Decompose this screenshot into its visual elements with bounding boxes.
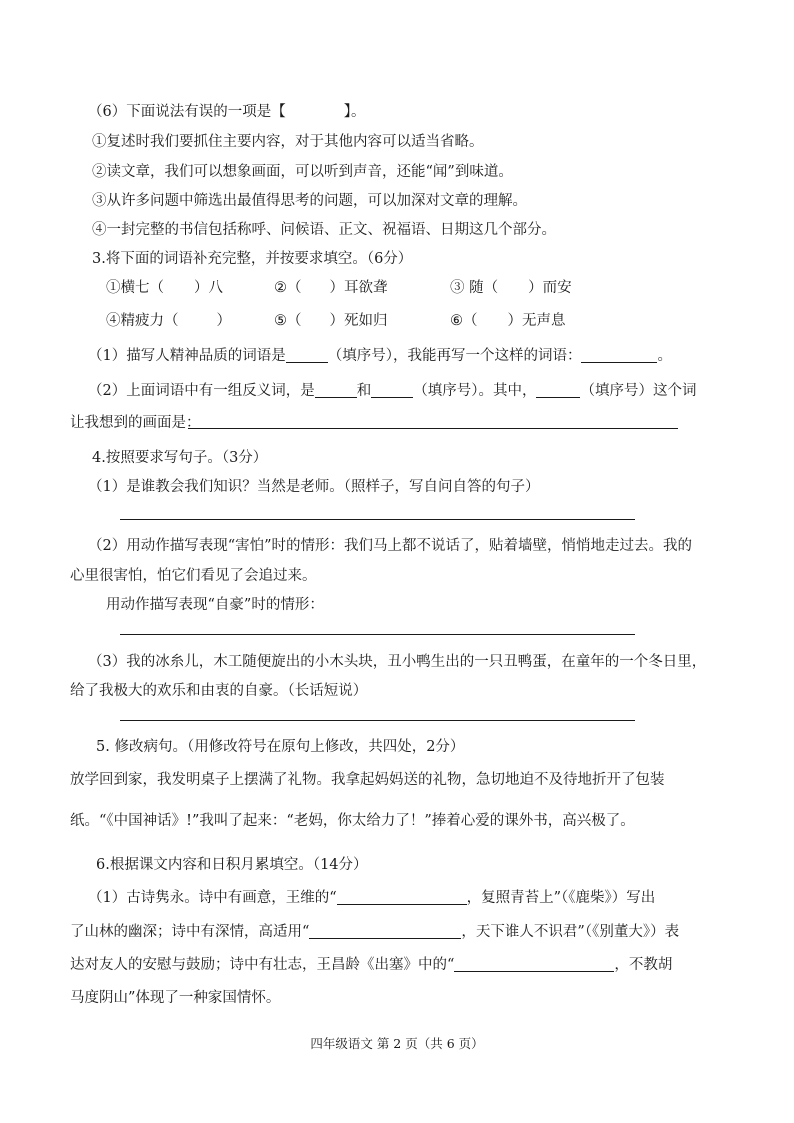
q6-prompt: （6）下面说法有误的一项是【 】。 (88, 104, 366, 120)
section-4-sub-2-line-1: （2）用动作描写表现“害怕”时的情形：我们马上都不说话了，贴着墙壁，悄悄地走过去。我的 (88, 538, 693, 554)
answer-line[interactable] (120, 720, 635, 721)
word-4: ④精疲力（ ） (106, 313, 231, 329)
section-4-sub-1: （1）是谁教会我们知识？当然是老师。（照样子，写自问自答的句子） (88, 479, 540, 495)
blank-field[interactable] (581, 362, 657, 363)
answer-line[interactable] (120, 519, 635, 520)
q6-option-3: ③从许多问题中筛选出最值得思考的问题，可以加深对文章的理解。 (92, 193, 527, 209)
section-4-sub-3-line-1: （3）我的冰糸儿，木工随便旋出的小木头块，丑小鸭生出的一只丑鸭蛋，在童年的一个冬日里， (88, 654, 707, 670)
section-3-sub-2: （2）上面词语中有一组反义词，是 和 （填序号）。其中， （填序号）这个词 (88, 383, 697, 399)
section-5-text-line-2: 纸。“《中国神话》!”我叫了起来：“老妈，你太给力了！”捧着心爱的课外书，高兴极了。 (70, 813, 635, 829)
section-6-line-4: 马度阴山”体现了一种家国情怀。 (70, 990, 281, 1006)
blank-field[interactable] (309, 938, 461, 939)
blank-field[interactable] (315, 397, 357, 398)
blank-field[interactable] (536, 397, 580, 398)
word-5: ⑤（ ）死如归 (274, 313, 388, 329)
section-6-line-1: （1）古诗隽永。诗中有画意，王维的“ ，复照青苔上”（《鹿柴》）写出 (88, 890, 656, 906)
section-4-sub-2-prompt: 用动作描写表现“自豪”时的情形： (106, 597, 324, 613)
word-3: ③ 随（ ）而安 (450, 280, 572, 296)
section-5-title: 5. 修改病句。（用修改符号在原句上修改，共四处，2分） (96, 739, 465, 755)
q6-option-4: ④一封完整的书信包括称呼、问候语、正文、祝福语、日期这几个部分。 (92, 222, 556, 238)
section-6-line-3: 达对友人的安慰与鼓励；诗中有壮志，王昌龄《出塞》中的“ ，不教胡 (70, 957, 673, 973)
section-6-line-2: 了山林的幽深；诗中有深情，高适用“ ，天下谁人不识君”（《别董大》）表 (70, 924, 680, 940)
section-3-sub-2-cont: 让我想到的画面是： (70, 415, 201, 431)
q6-option-2: ②读文章，我们可以想象画面，可以听到声音，还能“闻”到味道。 (92, 164, 513, 180)
page-footer: 四年级语文 第 2 页（共 6 页） (310, 1036, 484, 1051)
section-3-sub-1: （1）描写人精神品质的词语是 （填序号），我能再写一个这样的词语： 。 (88, 348, 672, 364)
section-4-sub-3-line-2: 给了我极大的欢乐和由衷的自豪。（长话短说） (70, 683, 368, 699)
blank-field[interactable] (286, 362, 328, 363)
blank-field[interactable] (337, 904, 467, 905)
word-2: ②（ ）耳欲聋 (274, 280, 388, 296)
word-6: ⑥（ ）无声息 (450, 313, 566, 329)
section-4-title: 4.按照要求写句子。（3分） (92, 450, 268, 466)
blank-field[interactable] (371, 397, 413, 398)
blank-field[interactable] (454, 971, 614, 972)
answer-line[interactable] (188, 428, 678, 429)
section-4-sub-2-line-2: 心里很害怕，怕它们看见了会追过来。 (70, 568, 317, 584)
section-5-text-line-1: 放学回到家，我发明桌子上摆满了礼物。我拿起妈妈送的礼物，急切地迫不及待地折开了包装 (70, 772, 665, 788)
q6-option-1: ①复述时我们要抓住主要内容，对于其他内容可以适当省略。 (92, 134, 484, 150)
section-6-title: 6.根据课文内容和日积月累填空。（14分） (96, 857, 368, 873)
answer-line[interactable] (120, 634, 635, 635)
word-1: ①横七（ ）八 (106, 280, 223, 296)
section-3-title: 3.将下面的词语补充完整，并按要求填空。（6分） (92, 251, 413, 267)
